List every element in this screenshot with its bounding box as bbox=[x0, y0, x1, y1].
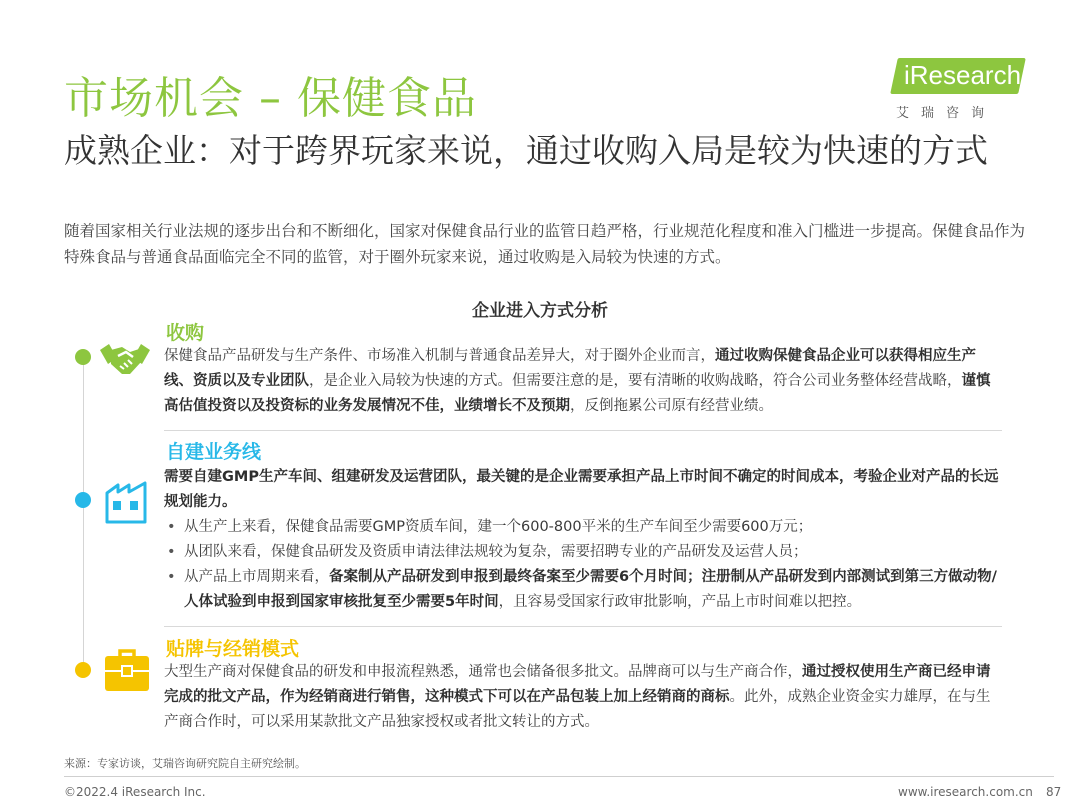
section-text-acquisition: 保健食品产品研发与生产条件、市场准入机制与普通食品差异大，对于圈外企业而言，通过收购保健食品企业可以获得相应生产线、资质以及专业团队，是企业入局较为快速的方式。但需要注意的是，要有清晰的收购战略，符合公司业务整体经营战略，谨慎高估值投资以及投资标的业务发展情况不佳，业绩增长不及预期，反倒拖累公司原有经营业绩。 bbox=[164, 348, 991, 414]
timeline-dot-acquisition bbox=[75, 349, 91, 365]
briefcase-icon bbox=[103, 646, 151, 698]
list-item: • 从产品上市周期来看，备案制从产品研发到申报到最终备案至少需要6个月时间；注册制从产品研发到内部测试到第三方做动物/人体试验到申报到国家审核批复至少需要5年时间，且容易受国家行政审批影响，产品上市时间难以把控。 bbox=[164, 565, 1004, 615]
intro-paragraph: 随着国家相关行业法规的逐步出台和不断细化，国家对保健食品行业的监管日趋严格，行业规范化程度和准入门槛进一步提高。保健食品作为特殊食品与普通食品面临完全不同的监管，对于圈外玩家来说，通过收购是入局较为快速的方式。 bbox=[64, 222, 1026, 266]
section-divider bbox=[164, 626, 1002, 627]
timeline-dot-self-built bbox=[75, 492, 91, 508]
building-icon bbox=[104, 480, 148, 528]
timeline-line bbox=[83, 357, 84, 669]
self-built-lead: 需要自建GMP生产车间、组建研发及运营团队，最关键的是企业需要承担产品上市时间不确定的时间成本，考验企业对产品的长远规划能力。 bbox=[164, 469, 999, 510]
timeline-dot-oem bbox=[75, 662, 91, 678]
copyright: ©2022.4 iResearch Inc. bbox=[64, 785, 206, 799]
section-divider bbox=[164, 430, 1002, 431]
source-note: 来源：专家访谈，艾瑞咨询研究院自主研究绘制。 bbox=[64, 757, 306, 770]
section-text-oem: 大型生产商对保健食品的研发和申报流程熟悉，通常也会储备很多批文。品牌商可以与生产商合作，通过授权使用生产商已经申请完成的批文产品，作为经销商进行销售，这种模式下可以在产品包装上加上经销商的商标。此外，成熟企业资金实力雄厚，在与生产商合作时，可以采用某款批文产品独家授权或者批文转让的方式。 bbox=[164, 664, 991, 730]
section-title: 企业进入方式分析 bbox=[472, 301, 608, 321]
page-number: 87 bbox=[1046, 785, 1062, 799]
website-link[interactable]: www.iresearch.com.cn bbox=[898, 785, 1033, 799]
logo-brand: iResearch bbox=[904, 60, 1022, 90]
section-text-self-built bbox=[164, 465, 1004, 615]
self-built-bullets bbox=[164, 515, 1004, 615]
handshake-icon bbox=[100, 340, 150, 384]
section-label-oem: 贴牌与经销模式 bbox=[166, 638, 300, 660]
list-item: • 从团队来看，保健食品研发及资质申请法律法规较为复杂，需要招聘专业的产品研发及运营人员； bbox=[164, 540, 1004, 565]
logo-subtitle: 艾瑞咨询 bbox=[896, 106, 997, 121]
footer-divider bbox=[64, 776, 1054, 777]
list-item: • 从生产上来看，保健食品需要GMP资质车间，建一个600-800平米的生产车间至少需要600万元； bbox=[164, 515, 1004, 540]
page-subtitle: 成熟企业：对于跨界玩家来说，通过收购入局是较为快速的方式 bbox=[64, 131, 988, 170]
iresearch-logo bbox=[894, 56, 1026, 122]
section-label-self-built: 自建业务线 bbox=[166, 441, 262, 463]
page-title: 市场机会 – 保健食品 bbox=[64, 73, 477, 124]
section-label-acquisition: 收购 bbox=[166, 322, 205, 344]
